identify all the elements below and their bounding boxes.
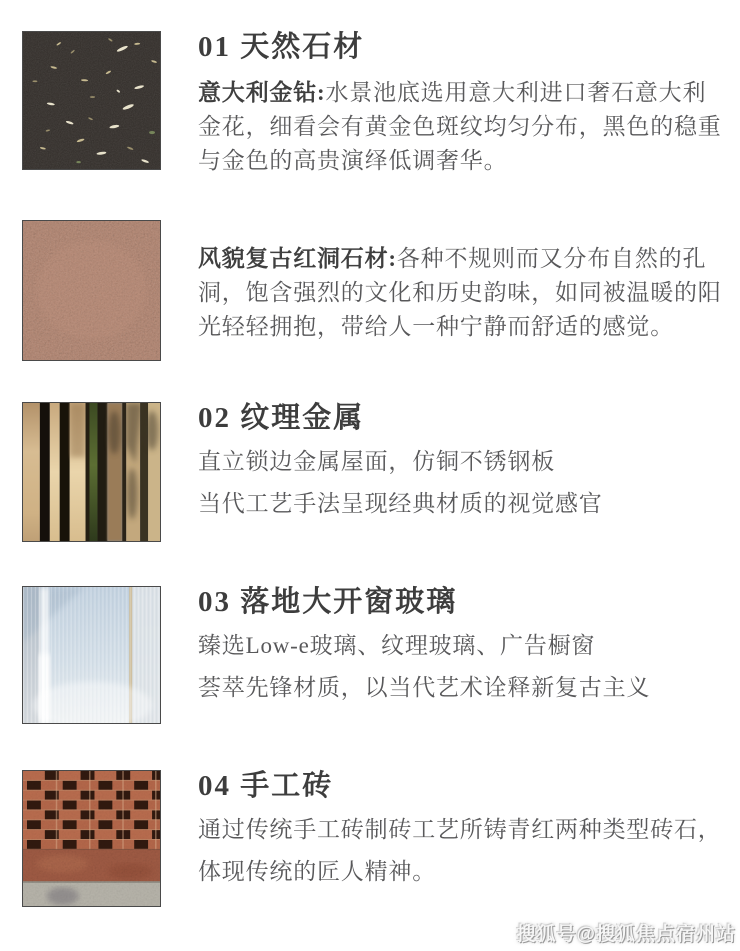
- section-title-handmade-brick: 04 手工砖: [198, 770, 334, 802]
- metal-line-2: 当代工艺手法呈现经典材质的视觉感官: [198, 491, 603, 516]
- sohu-watermark: 搜狐号@搜狐焦点宿州站: [516, 924, 736, 945]
- metal-line-1: 直立锁边金属屋面，仿铜不锈钢板: [198, 449, 555, 474]
- glass-line-2: 荟萃先锋材质，以当代艺术诠释新复古主义: [198, 675, 651, 700]
- section-title-textured-metal: 02 纹理金属: [198, 402, 365, 434]
- material-name-gold-diamond: 意大利金钻:: [198, 80, 326, 105]
- section-red-travertine: [0, 220, 740, 361]
- section-glass: [0, 586, 740, 724]
- section-textured-metal: [0, 402, 740, 542]
- handmade-brick-image: [22, 770, 161, 907]
- section-title-natural-stone: 01 天然石材: [198, 31, 365, 63]
- brick-line-2: 体现传统的匠人精神。: [198, 859, 436, 884]
- material-description: 各种不规则而又分布自然的孔洞，饱含强烈的文化和历史韵味，如同被温暖的阳光轻轻拥抱，带给人一种宁静而舒适的感觉。: [198, 246, 722, 339]
- section-title-glass: 03 落地大开窗玻璃: [198, 586, 458, 618]
- textured-metal-image: [22, 402, 161, 542]
- section-handmade-brick: [0, 770, 740, 907]
- section-natural-stone: [0, 31, 740, 178]
- red-travertine-paragraph: [198, 242, 723, 344]
- black-gold-granite-image: [22, 31, 161, 170]
- material-name-red-travertine: 风貌复古红洞石材:: [198, 246, 397, 271]
- brick-line-1: 通过传统手工砖制砖工艺所铸青红两种类型砖石，: [198, 817, 722, 842]
- material-description: 水景池底选用意大利进口奢石意大利金花，细看会有黄金色斑纹均匀分布，黑色的稳重与金色的高贵演绎低调奢华。: [198, 80, 722, 173]
- floor-to-ceiling-glass-image: [22, 586, 161, 724]
- red-travertine-image: [22, 220, 161, 361]
- natural-stone-paragraph: [198, 76, 723, 178]
- glass-line-1: 臻选Low-e玻璃、纹理玻璃、广告橱窗: [198, 633, 596, 658]
